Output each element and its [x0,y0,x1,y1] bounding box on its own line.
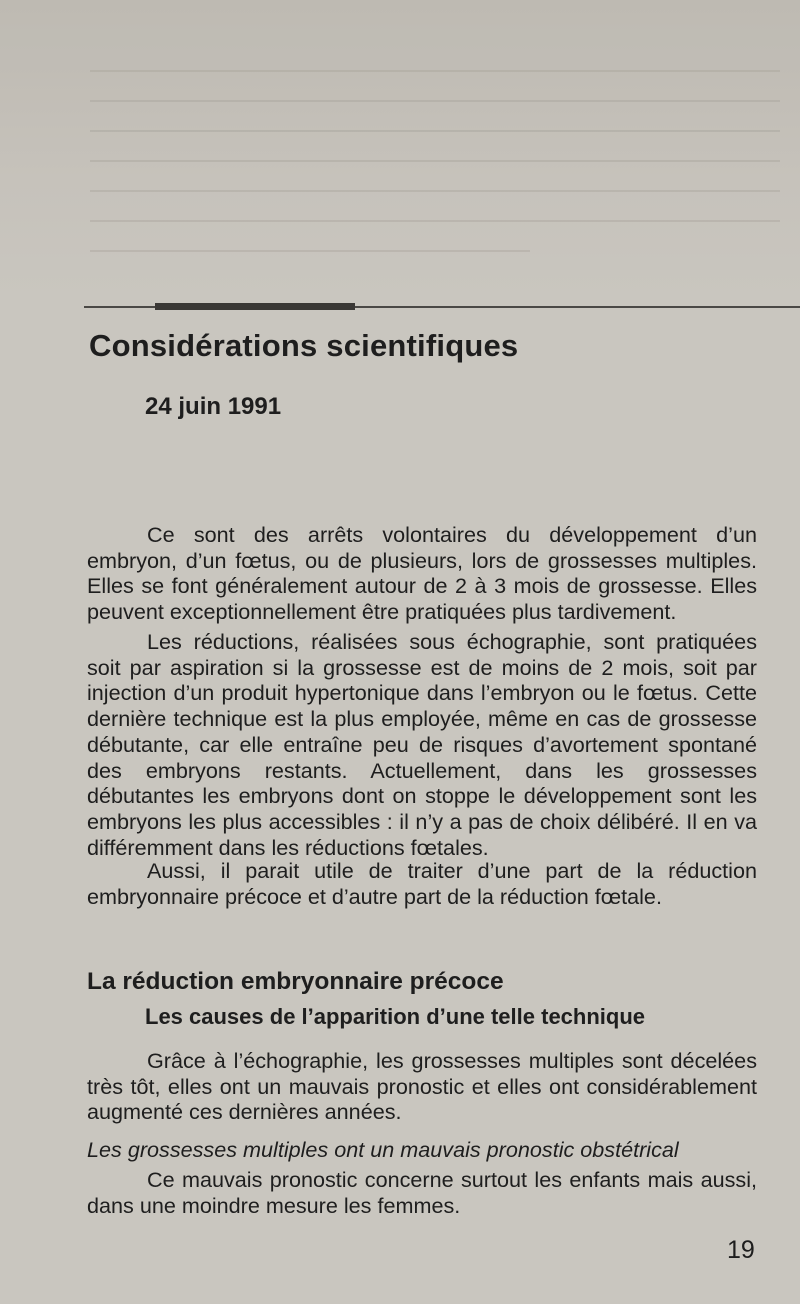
section-rule-accent [155,303,355,310]
show-through-area [0,0,800,300]
show-through-line [90,160,780,162]
subsection-title: Les causes de l’apparition d’une telle technique [145,1004,646,1029]
show-through-line [90,70,780,72]
paragraph-transition: Aussi, il parait utile de traiter d’une part de la réduction embryonnaire précoce et d’autre part de la réduction fœtale. [87,858,757,909]
show-through-line [90,130,780,132]
italic-subheading: Les grossesses multiples ont un mauvais pronostic obstétrical [87,1137,679,1162]
show-through-line [90,250,530,252]
page-heading: Considérations scientifiques [89,328,519,363]
paragraph-intro: Ce sont des arrêts volontaires du développement d’un embryon, d’un fœtus, ou de plusieurs, lors de grossesses multiples. Elles se font généralement autour de 2 à 3 mois de grossesse. Elles peuvent exceptionnellement être pratiquées plus tardivement. [87,522,757,625]
date-line: 24 juin 1991 [145,393,282,420]
show-through-line [90,220,780,222]
paragraph-echography: Grâce à l’échographie, les grossesses multiples sont décelées très tôt, elles ont un mauvais pronostic et elles ont considérablement augmenté ces dernières années. [87,1048,757,1125]
show-through-line [90,190,780,192]
section-title: La réduction embryonnaire précoce [87,968,504,995]
page-number: 19 [727,1236,755,1264]
paragraph-prognosis: Ce mauvais pronostic concerne surtout les enfants mais aussi, dans une moindre mesure les femmes. [87,1167,757,1218]
show-through-line [90,100,780,102]
paragraph-reductions: Les réductions, réalisées sous échographie, sont pratiquées soit par aspiration si la grossesse est de moins de 2 mois, soit par injection d’un produit hypertonique dans l’embryon ou le fœtus. Cette dernière technique est la plus employée, même en cas de grossesse débutante, car elle entraîne peu de risques d’avortement spontané des embryons restants. Actuellement, dans les grossesses débutantes les embryons dont on stoppe le développement sont les embryons les plus accessibles : il n’y a pas de choix délibéré. Il en va différemment dans les réductions fœtales. [87,629,757,860]
